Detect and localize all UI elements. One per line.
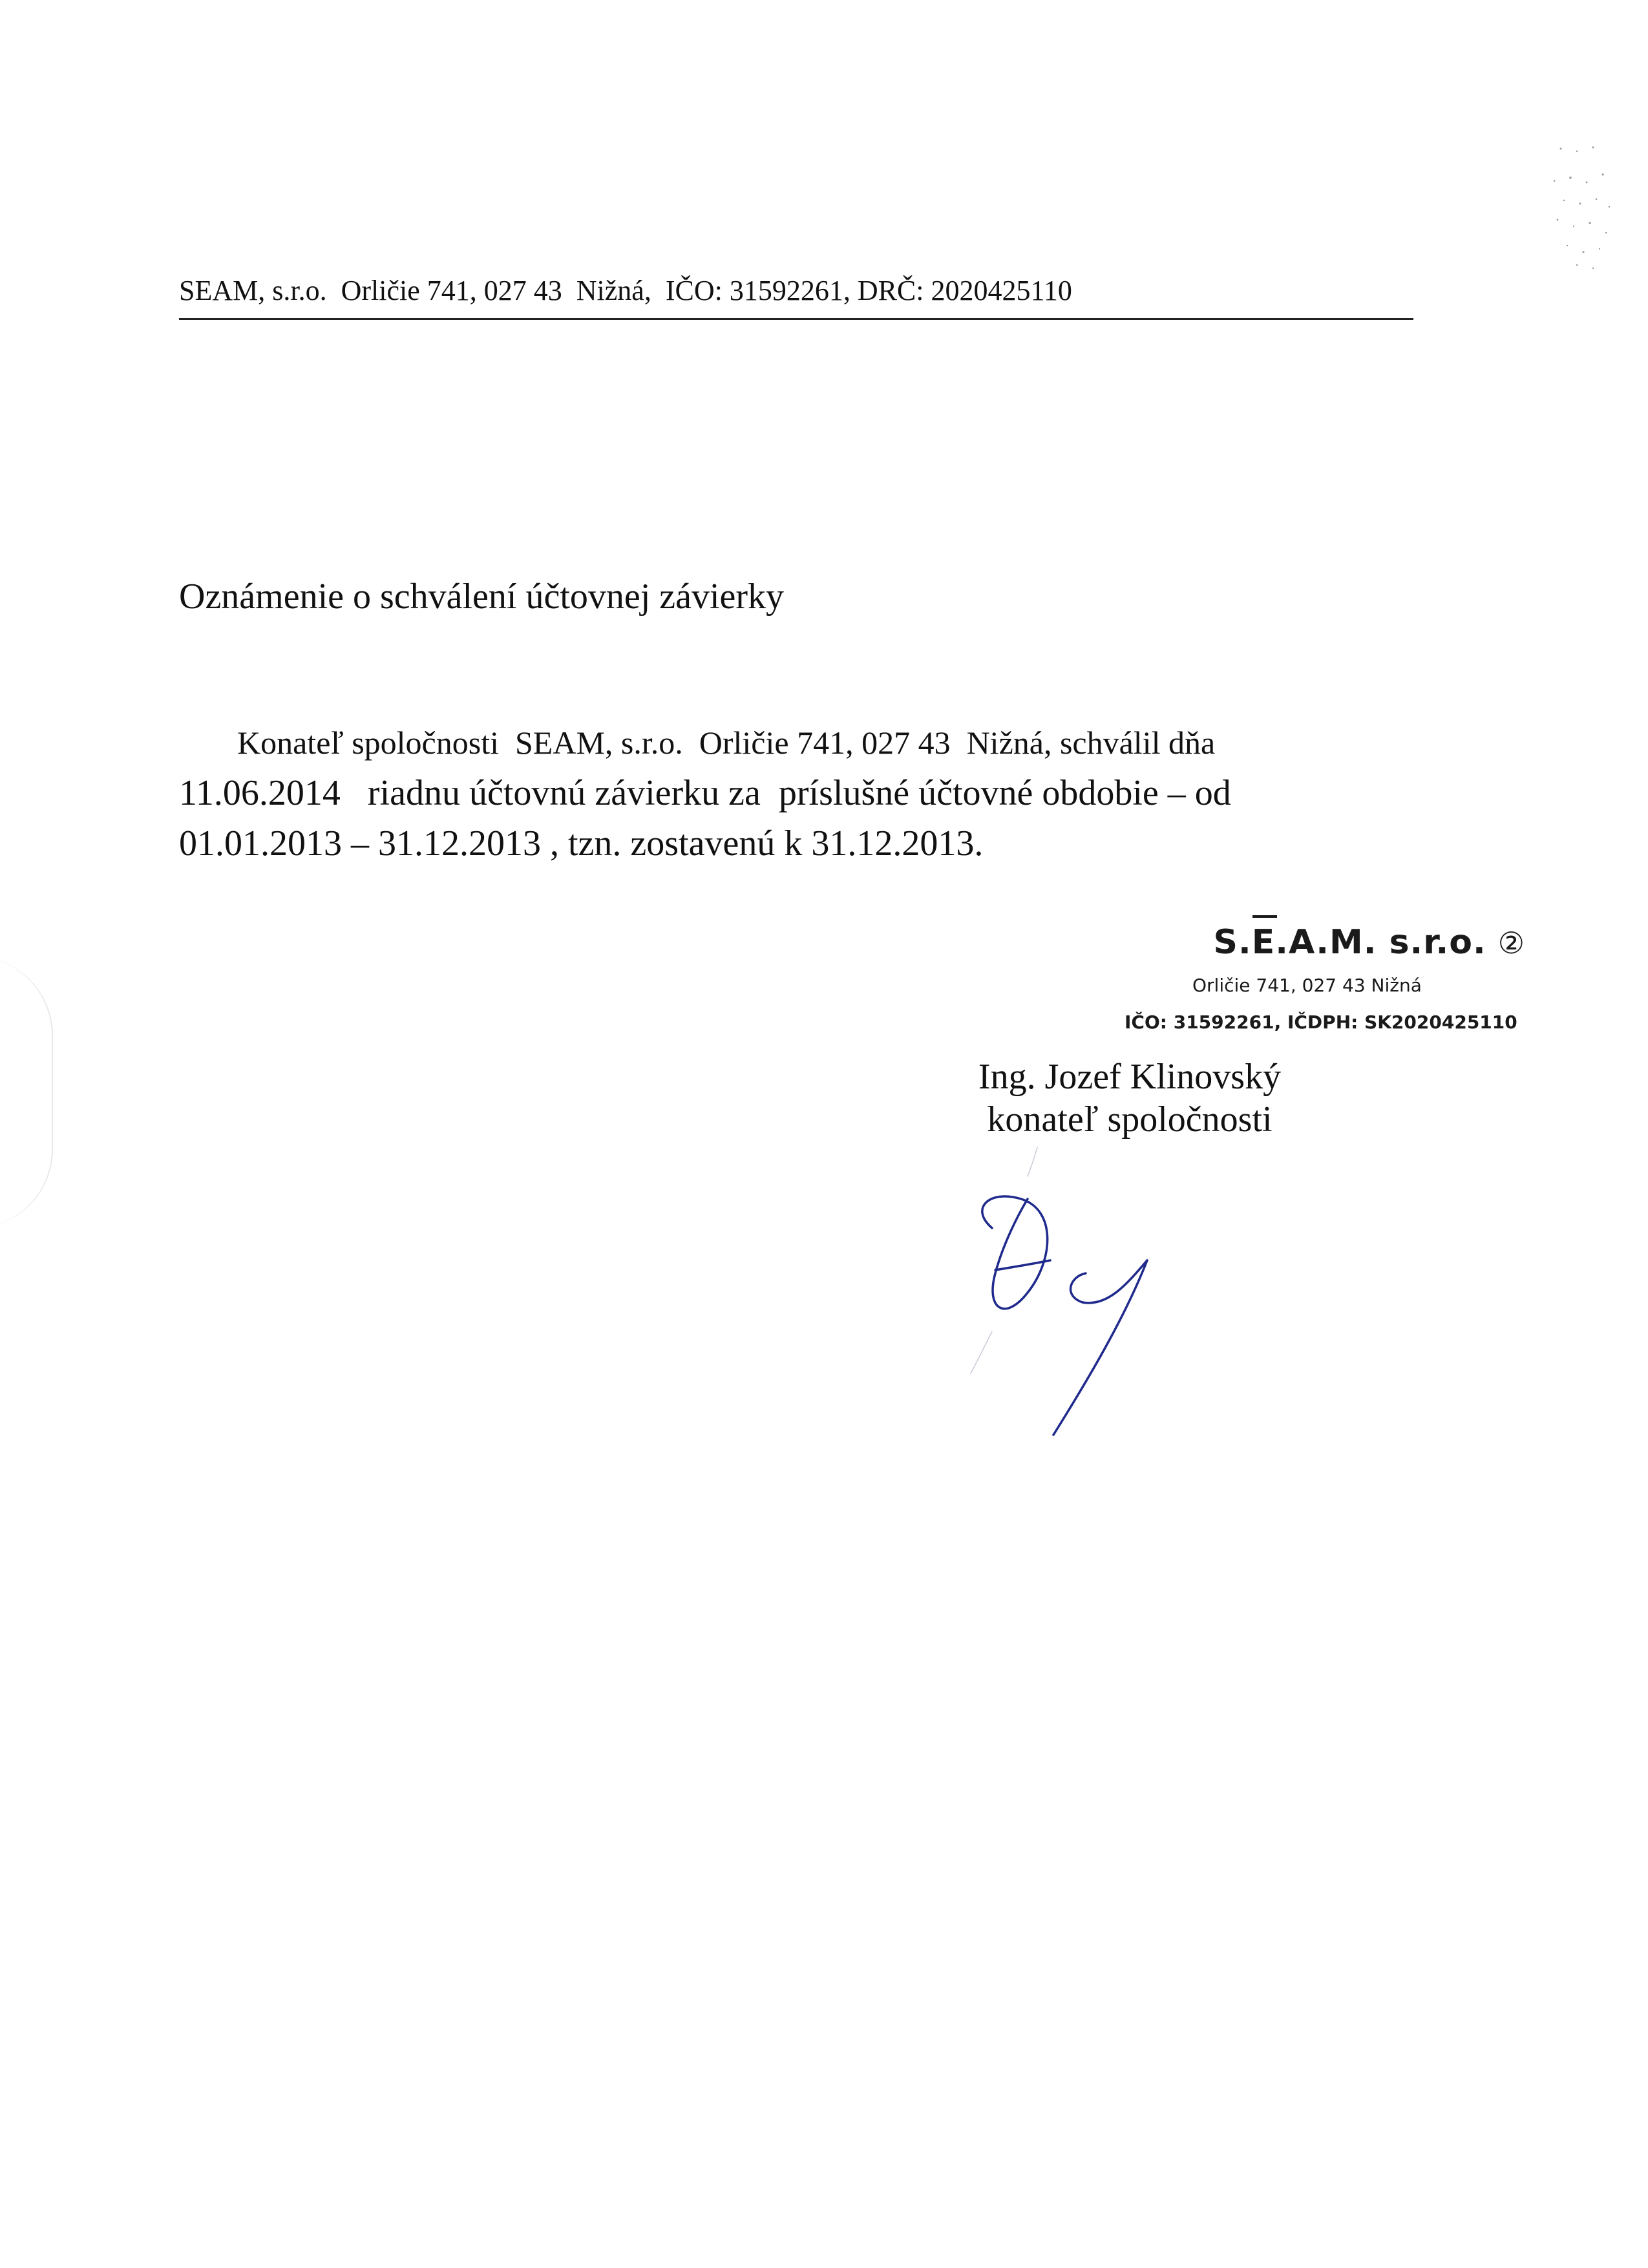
body-line-3: 01.01.2013 – 31.12.2013 , tzn. zostavenú k 31.12.2013. (179, 823, 984, 864)
letterhead-drc: DRČ: 2020425110 (857, 275, 1072, 306)
signer-name: Ing. Jozef Klinovský (978, 1057, 1282, 1097)
letterhead-ico: IČO: 31592261, (665, 275, 850, 306)
stamp-company-name (1214, 923, 1525, 962)
scan-noise-icon (1548, 142, 1619, 271)
handwritten-signature-icon (931, 1138, 1254, 1474)
document-title: Oznámenie o schválení účtovnej závierky (179, 577, 785, 617)
letterhead-company: SEAM, s.r.o. (179, 275, 327, 306)
scan-edge-arc (0, 957, 53, 1228)
stamp-address: Orličie 741, 027 43 Nižná (1192, 975, 1422, 996)
signer-role: konateľ spoločnosti (987, 1099, 1273, 1139)
stamp-mark (1252, 915, 1277, 918)
stamp-name-text: S.E.A.M. s.r.o. (1213, 923, 1486, 962)
company-stamp (1125, 905, 1525, 1054)
letterhead-address: Orličie 741, 027 43 Nižná, (341, 275, 651, 306)
document-body (179, 717, 1426, 869)
letterhead (179, 271, 1413, 320)
signer-block (949, 1055, 1311, 1141)
stamp-number: ② (1497, 926, 1525, 960)
body-line-1: Konateľ spoločnosti SEAM, s.r.o. Orličie 741, 027 43 Nižná, schválil dňa (237, 725, 1216, 761)
body-line-2: 11.06.2014 riadnu účtovnú závierku za príslušné účtovné obdobie – od (179, 773, 1231, 813)
stamp-ids: IČO: 31592261, IČDPH: SK2020425110 (1125, 1012, 1517, 1033)
